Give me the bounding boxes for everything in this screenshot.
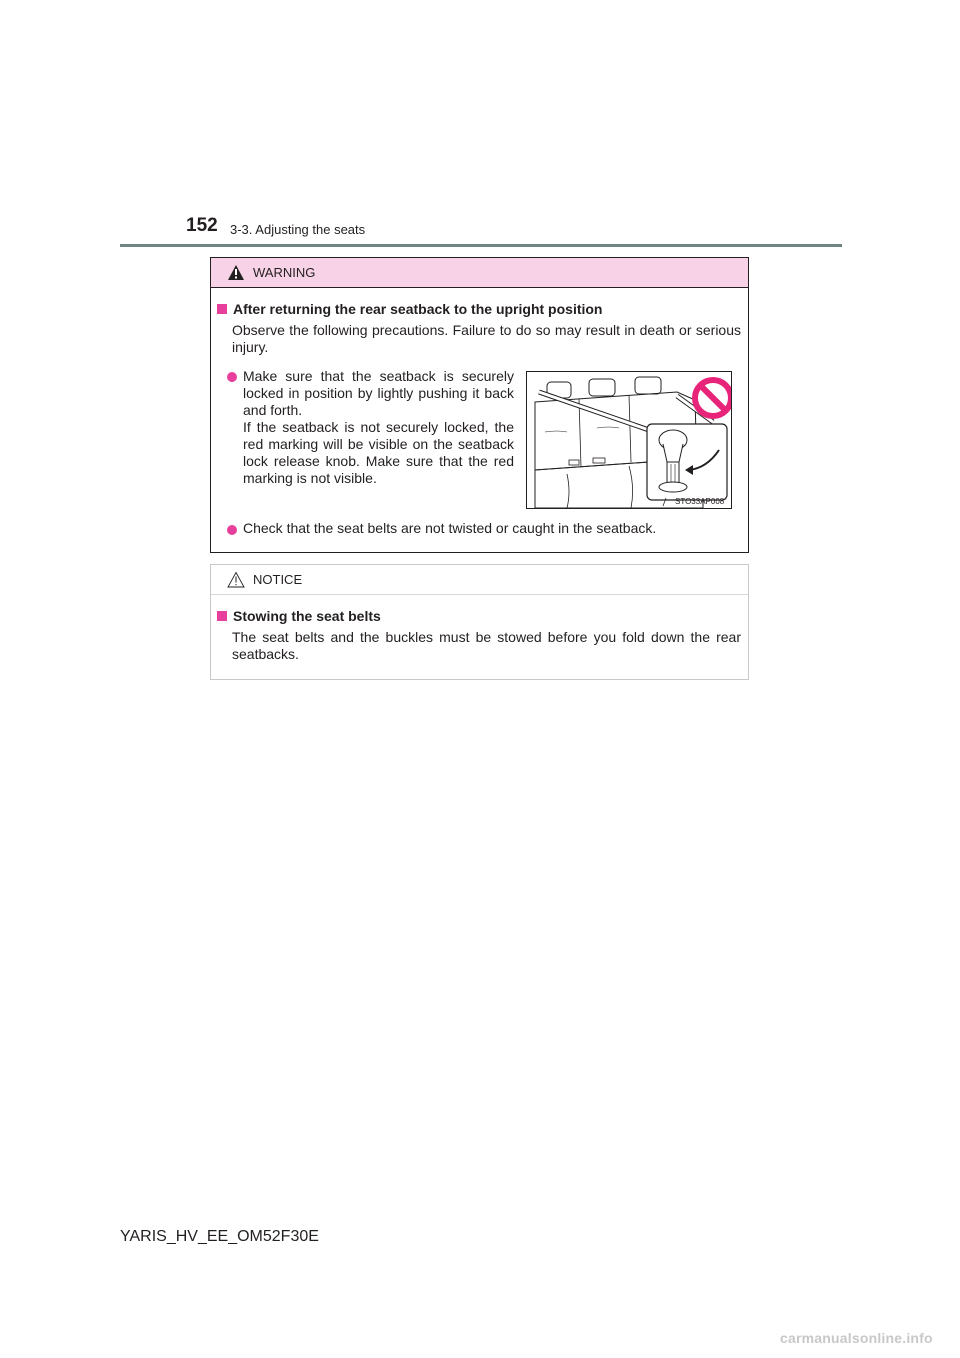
page-number: 152: [186, 215, 218, 236]
section-title: 3-3. Adjusting the seats: [230, 222, 366, 237]
warning-label: WARNING: [253, 265, 316, 280]
notice-label: NOTICE: [253, 572, 303, 587]
square-bullet-icon: [217, 611, 227, 621]
warning-heading-text: After returning the rear seatback to the upright position: [233, 301, 603, 317]
caution-triangle-icon: [227, 571, 245, 588]
warning-bullet-2: Check that the seat belts are not twisted or caught in the seatback.: [243, 520, 657, 536]
warning-header: [211, 258, 748, 288]
warning-triangle-icon: [227, 264, 245, 281]
warning-box: [210, 257, 749, 553]
seatback-lock-figure: [526, 371, 732, 509]
figure-code: STO33AP008: [675, 497, 725, 506]
warning-intro: Observe the following precautions. Failure to do so may result in death or serious injury.: [232, 322, 741, 355]
notice-text: The seat belts and the buckles must be stowed before you fold down the rear seatbacks.: [232, 629, 741, 662]
warning-heading: [217, 301, 602, 317]
footer-doc-code: YARIS_HV_EE_OM52F30E: [120, 1228, 319, 1245]
square-bullet-icon: [217, 304, 227, 314]
notice-heading-text: Stowing the seat belts: [233, 608, 381, 624]
warning-bullet-1: Make sure that the seatback is securely locked in position by lightly pushing it back and forth. If the seatback is not securely locked, the red marking will be visible on the seatback lock release knob. Make sure that the red marking is not visible.: [243, 368, 514, 486]
notice-heading: [217, 608, 381, 624]
header-rule: [120, 244, 842, 247]
rear-seat-illustration: [527, 372, 731, 508]
watermark: carmanualsonline.info: [780, 1330, 933, 1346]
notice-box: [210, 564, 749, 680]
round-bullet-icon: [227, 372, 237, 382]
notice-header: [211, 565, 748, 595]
round-bullet-icon: [227, 525, 237, 535]
